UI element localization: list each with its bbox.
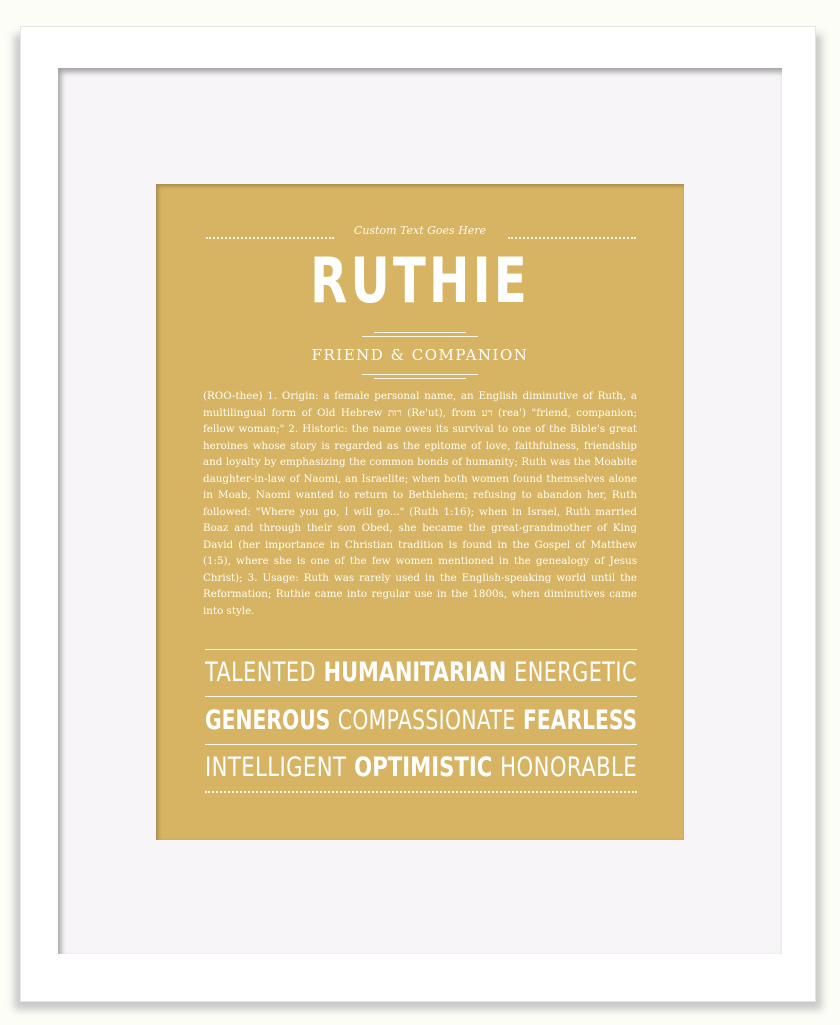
trait-word: FEARLESS bbox=[523, 705, 638, 736]
traits-rule-top bbox=[205, 649, 637, 650]
trait-word: INTELLIGENT bbox=[205, 752, 347, 783]
traits-row-2 bbox=[205, 704, 637, 738]
trait-word: OPTIMISTIC bbox=[354, 752, 493, 783]
name-definition: (ROO-thee) 1. Origin: a female personal name, an English diminutive of Ruth, a multilingual form of Old Hebrew רות (Re'ut), from רע (rea') "friend, companion; fellow woman;" 2. Historic: the name owes its survival to one of the Bible's great heroines whose story is regarded as the epitome of love, faithfulness, friendship and loyalty by emphasizing the common bonds of humanity; Ruth was the Moabite daughter-in-law of Naomi, an Israelite; when both women found themselves alone in Moab, Naomi wanted to return to Bethlehem; refusing to abandon her, Ruth followed: "Where you go, I will go..." (Ruth 1:16); when in Israel, Ruth married Boaz and through their son Obed, she became the great-grandmother of King David (her importance in Christian tradition is found in the Gospel of Matthew (1:5), where she is one of the few women mentioned in the genealogy of Jesus Christ); 3. Usage: Ruth was rarely used in the English-speaking world until the Reformation; Ruthie came into regular use in the 1800s, when diminutives came into style. bbox=[203, 390, 637, 617]
trait-word: TALENTED bbox=[205, 657, 316, 688]
trait-word: HONORABLE bbox=[500, 752, 638, 783]
name-underline-1 bbox=[374, 332, 466, 333]
print-name: RUTHIE bbox=[310, 244, 530, 317]
name-underline-2 bbox=[362, 336, 478, 337]
custom-text: Custom Text Goes Here bbox=[353, 224, 487, 237]
tagline: FRIEND & COMPANION bbox=[311, 346, 529, 364]
traits-rule-1 bbox=[205, 696, 637, 697]
traits-rule-2 bbox=[205, 744, 637, 745]
trait-word: COMPASSIONATE bbox=[337, 705, 516, 736]
trait-word: ENERGETIC bbox=[514, 657, 637, 688]
tagline-underline-2 bbox=[374, 378, 466, 379]
dotted-rule-right bbox=[508, 237, 636, 239]
traits-row-3 bbox=[205, 751, 637, 785]
trait-word: HUMANITARIAN bbox=[323, 657, 507, 688]
dotted-rule-left bbox=[206, 237, 334, 239]
dotted-rule-bottom bbox=[205, 791, 637, 793]
name-print bbox=[156, 184, 684, 840]
trait-word: GENEROUS bbox=[205, 705, 331, 736]
traits-row-1 bbox=[205, 656, 637, 690]
tagline-underline-1 bbox=[362, 374, 478, 375]
